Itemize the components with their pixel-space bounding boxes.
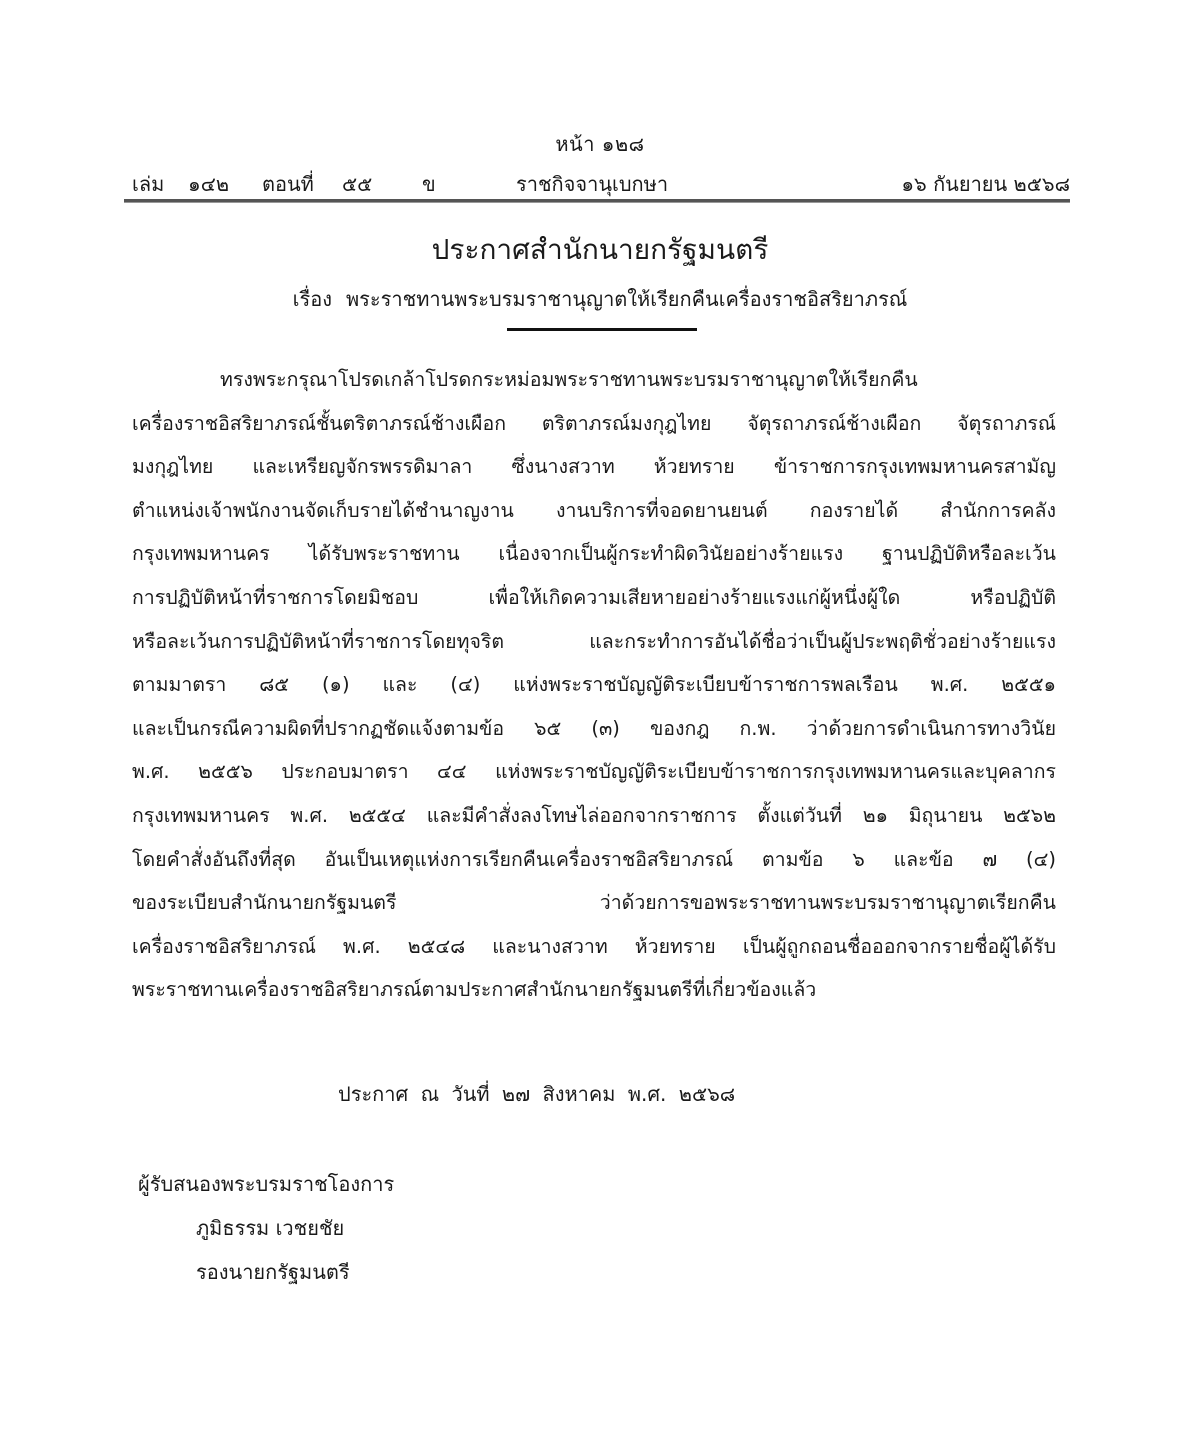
publication-date: ๑๖ กันยายน ๒๕๖๘ [901,172,1070,196]
announcement-body [132,362,1056,1016]
body-line: มงกุฎไทย และเหรียญจักรพรรดิมาลา ซึ่งนางสวาท ห้วยทราย ข้าราชการกรุงเทพมหานครสามัญ [132,455,1056,479]
body-line: กรุงเทพมหานคร พ.ศ. ๒๕๕๔ และมีคำสั่งลงโทษไล่ออกจากราชการ ตั้งแต่วันที่ ๒๑ มิถุนายน ๒๕๖๒ [132,803,1056,827]
proclamation-date: ประกาศ ณ วันที่ ๒๗ สิงหาคม พ.ศ. ๒๕๖๘ [338,1082,736,1106]
issue-label: ตอนที่ [262,172,314,196]
body-line: เครื่องราชอิสริยาภรณ์ชั้นตริตาภรณ์ช้างเผือก ตริตาภรณ์มงกุฎไทย จัตุรถาภรณ์ช้างเผือก จัตุรถาภรณ์ [132,411,1056,435]
section-letter: ข [422,172,436,196]
body-line: พ.ศ. ๒๕๕๖ ประกอบมาตรา ๔๔ แห่งพระราชบัญญัติระเบียบข้าราชการกรุงเทพมหานครและบุคลากร [132,760,1056,784]
body-line: ตำแหน่งเจ้าพนักงานจัดเก็บรายได้ชำนาญงาน งานบริการที่จอดยานยนต์ กองรายได้ สำนักการคลัง [132,498,1056,522]
body-line: ตามมาตรา ๘๕ (๑) และ (๔) แห่งพระราชบัญญัติระเบียบข้าราชการพลเรือน พ.ศ. ๒๕๕๑ [132,673,1056,697]
body-line: เครื่องราชอิสริยาภรณ์ พ.ศ. ๒๕๔๘ และนางสวาท ห้วยทราย เป็นผู้ถูกถอนชื่อออกจากรายชื่อผู้ได้รับ [132,934,1056,958]
volume-number: ๑๔๒ [188,172,230,196]
signer-title: รองนายกรัฐมนตรี [196,1260,350,1284]
header-divider [124,199,1070,203]
body-line: โดยคำสั่งอันถึงที่สุด อันเป็นเหตุแห่งการเรียกคืนเครื่องราชอิสริยาภรณ์ ตามข้อ ๖ และข้อ ๗ (๔) [132,847,1056,871]
countersign-label: ผู้รับสนองพระบรมราชโองการ [138,1172,395,1196]
signer-name: ภูมิธรรม เวชยชัย [196,1216,345,1240]
body-line: หรือละเว้นการปฏิบัติหน้าที่ราชการโดยทุจริต และกระทำการอันได้ชื่อว่าเป็นผู้ประพฤติชั่วอย่างร้ายแรง [132,629,1056,653]
page-number: หน้า ๑๒๘ [555,132,645,156]
gazette-header [132,168,1070,196]
body-line: พระราชทานเครื่องราชอิสริยาภรณ์ตามประกาศสำนักนายกรัฐมนตรีที่เกี่ยวข้องแล้ว [132,978,817,1002]
body-line: ทรงพระกรุณาโปรดเกล้าโปรดกระหม่อมพระราชทานพระบรมราชานุญาตให้เรียกคืน [220,368,918,391]
body-line: ของระเบียบสำนักนายกรัฐมนตรี ว่าด้วยการขอพระราชทานพระบรมราชานุญาตเรียกคืน [132,891,1056,915]
body-line: กรุงเทพมหานคร ได้รับพระราชทาน เนื่องจากเป็นผู้กระทำผิดวินัยอย่างร้ายแรง ฐานปฏิบัติหรือละเว้น [132,542,1056,566]
title-divider [507,328,697,331]
subject-label: เรื่อง [292,287,332,311]
announcement-subject [0,283,1200,315]
subject-text: พระราชทานพระบรมราชานุญาตให้เรียกคืนเครื่องราชอิสริยาภรณ์ [345,287,908,311]
gazette-name: ราชกิจจานุเบกษา [516,172,669,196]
announcement-title: ประกาศสำนักนายกรัฐมนตรี [431,233,769,266]
issue-number: ๕๕ [342,172,373,196]
volume-label: เล่ม [132,172,165,196]
body-line: การปฏิบัติหน้าที่ราชการโดยมิชอบ เพื่อให้เกิดความเสียหายอย่างร้ายแรงแก่ผู้หนึ่งผู้ใด หรือปฏิบัติ [132,585,1056,609]
body-line: และเป็นกรณีความผิดที่ปรากฏชัดแจ้งตามข้อ ๖๕ (๓) ของกฎ ก.พ. ว่าด้วยการดำเนินการทางวินัย [132,716,1056,740]
